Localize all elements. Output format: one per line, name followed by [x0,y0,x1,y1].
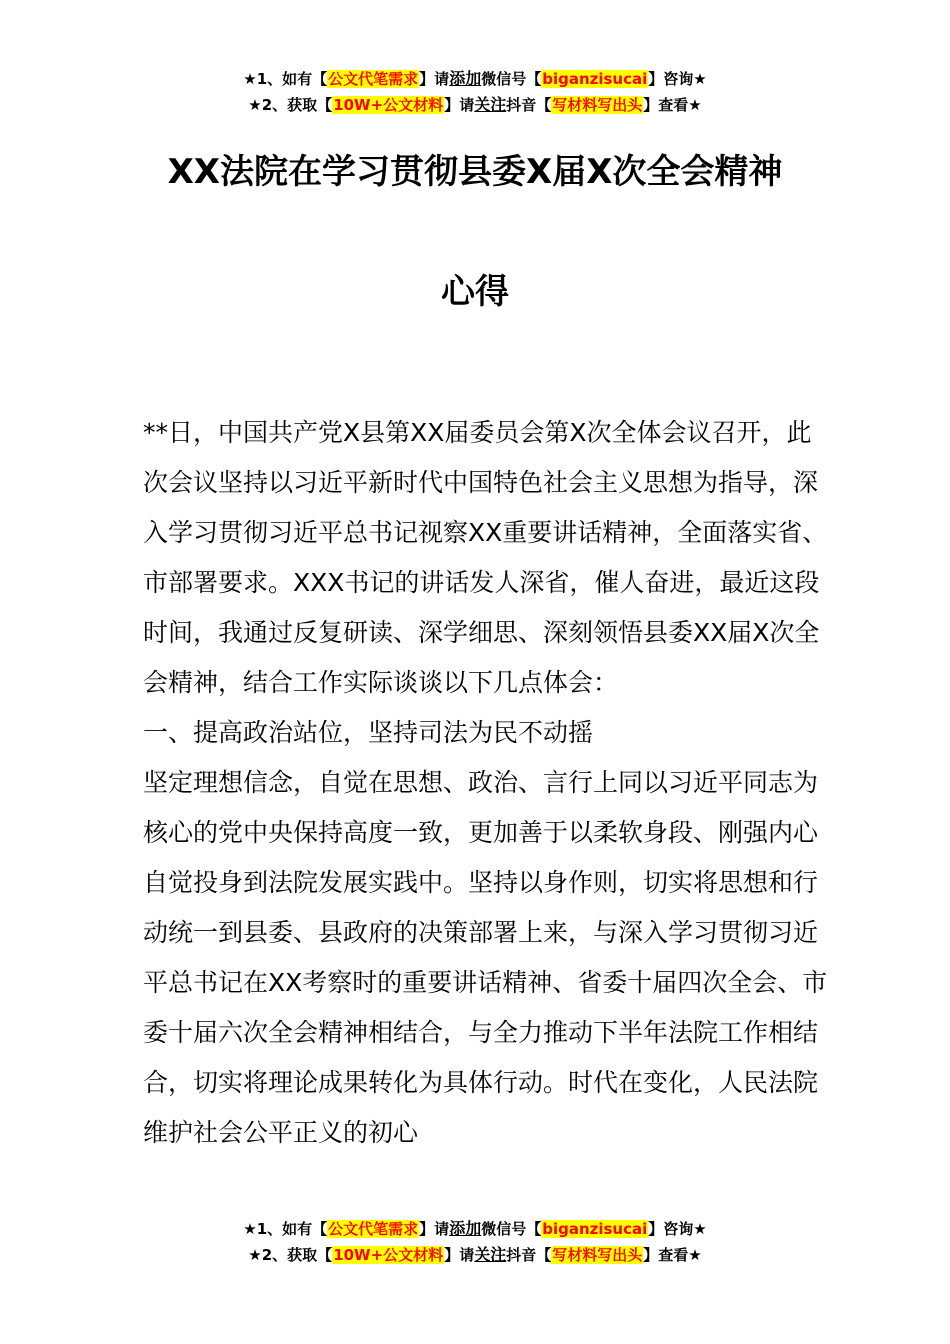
banner-emphasis: 关注 [474,1245,507,1264]
banner-text: 】请 [419,1220,450,1238]
banner-text: ★1、如有【 [243,1220,328,1238]
banner-highlight: 公文代笔需求 [328,70,419,88]
banner-text: 】请 [444,96,475,114]
banner-text: 抖音【 [506,1246,552,1264]
body-paragraph: 坚定理想信念，自觉在思想、政治、言行上同以习近平同志为核心的党中央保持高度一致，更加善于以柔软身段、刚强内心自觉投身到法院发展实践中。坚持以身作则，切实将思想和行动统一到县委、县政府的决策部署上来，与深入学习贯彻习近平总书记在XX考察时的重要讲话精神、省委十届四次全会、市委十届六次全会精神相结合，与全力推动下半年法院工作相结合，切实将理论成果转化为具体行动。时代在变化，人民法院维护社会公平正义的初心 [143,768,828,1147]
banner-text: 】查看★ [643,1246,702,1264]
header-banner-line-1 [0,66,950,92]
banner-highlight: 公文代笔需求 [328,1220,419,1238]
footer-banner-line-1 [0,1216,950,1242]
banner-text: 微信号【 [481,1220,542,1238]
banner-emphasis: 关注 [474,95,507,114]
banner-text: ★2、获取【 [248,1246,333,1264]
banner-highlight: biganzisucai [542,1220,648,1238]
banner-emphasis: 添加 [449,1219,482,1238]
banner-highlight: 写材料写出头 [552,96,643,114]
header-banner [0,66,950,118]
banner-highlight: biganzisucai [542,70,648,88]
footer-banner-line-2 [0,1242,950,1268]
header-banner-line-2 [0,92,950,118]
banner-emphasis: 添加 [449,69,482,88]
banner-text: 抖音【 [506,96,552,114]
banner-highlight: 写材料写出头 [552,1246,643,1264]
body-paragraph-intro: **日，中国共产党X县第XX届委员会第X次全体会议召开，此次会议坚持以习近平新时代中国特色社会主义思想为指导，深入学习贯彻习近平总书记视察XX重要讲话精神，全面落实省、市部署要求。XXX书记的讲话发人深省，催人奋进，最近这段时间，我通过反复研读、深学细思、深刻领悟县委XX届X次全会精神，结合工作实际谈谈以下几点体会： [143,418,828,697]
banner-text: 微信号【 [481,70,542,88]
section-heading: 一、提高政治站位，坚持司法为民不动摇 [143,718,594,747]
banner-text: 】查看★ [643,96,702,114]
document-title-line-2: 心得 [441,272,509,312]
banner-text: ★1、如有【 [243,70,328,88]
banner-text: 】请 [444,1246,475,1264]
banner-text: 】请 [419,70,450,88]
banner-highlight: 10W+公文材料 [333,96,444,114]
document-title-line-1: XX法院在学习贯彻县委X届X次全会精神 [167,152,783,192]
banner-text: ★2、获取【 [248,96,333,114]
banner-text: 】咨询★ [648,70,707,88]
footer-banner [0,1216,950,1268]
banner-highlight: 10W+公文材料 [333,1246,444,1264]
document-body [143,408,833,1158]
banner-text: 】咨询★ [648,1220,707,1238]
